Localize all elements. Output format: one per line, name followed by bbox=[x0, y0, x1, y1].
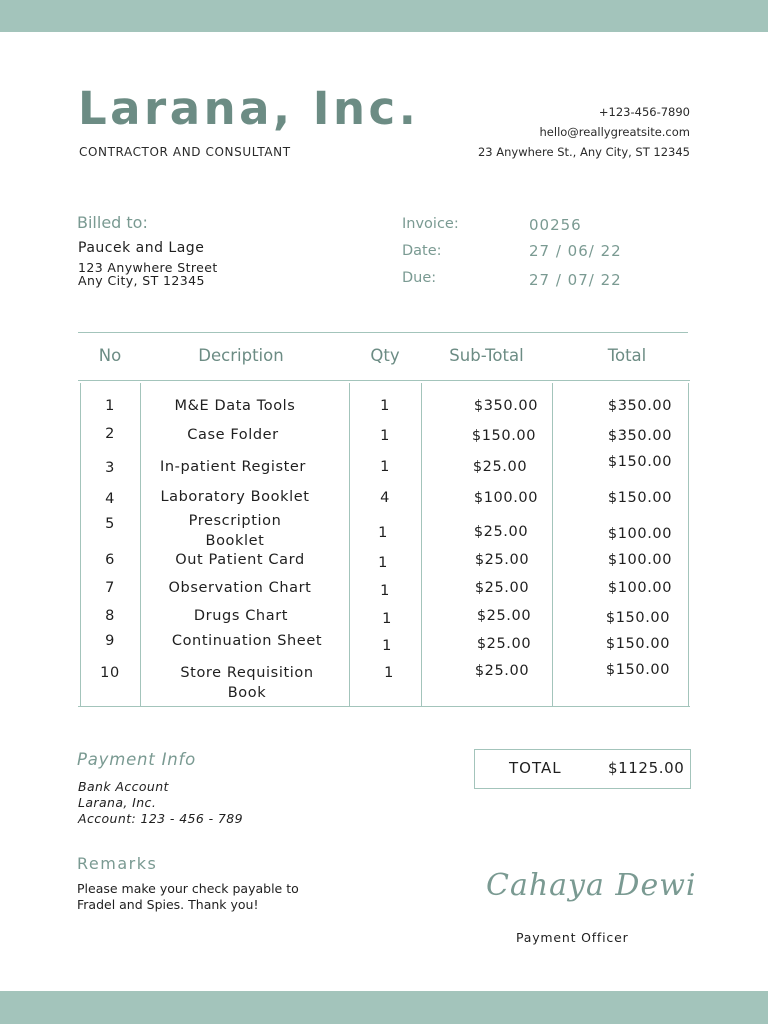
payment-account-name: Larana, Inc. bbox=[78, 795, 157, 810]
bottom-accent-band bbox=[0, 991, 768, 1024]
column-header-qty: Qty bbox=[370, 346, 400, 365]
invoice-number: 00256 bbox=[529, 216, 582, 234]
row-7-subtotal: $25.00 bbox=[474, 580, 530, 596]
signature-title: Payment Officer bbox=[516, 930, 629, 945]
company-subtitle: CONTRACTOR AND CONSULTANT bbox=[79, 145, 291, 159]
contact-address: 23 Anywhere St., Any City, ST 12345 bbox=[477, 145, 690, 159]
total-box bbox=[474, 749, 691, 789]
row-5-total: $100.00 bbox=[607, 526, 673, 542]
invoice-date-label: Date: bbox=[402, 243, 442, 259]
row-8-description: Drugs Chart bbox=[193, 608, 289, 624]
row-9-no: 9 bbox=[105, 633, 115, 649]
table-top-rule bbox=[78, 332, 688, 333]
row-7-no: 7 bbox=[105, 580, 115, 596]
invoice-date: 27 / 06/ 22 bbox=[529, 242, 622, 260]
invoice-number-label: Invoice: bbox=[402, 216, 459, 232]
row-3-description: In-patient Register bbox=[159, 459, 306, 475]
row-10-qty: 1 bbox=[384, 665, 394, 681]
row-9-qty: 1 bbox=[382, 638, 392, 654]
column-header-total: Total bbox=[607, 346, 647, 365]
column-header-no: No bbox=[98, 346, 122, 365]
row-4-qty: 4 bbox=[380, 490, 390, 506]
row-5-no: 5 bbox=[105, 516, 115, 532]
billed-to-city: Any City, ST 12345 bbox=[78, 273, 205, 288]
row-3-total: $150.00 bbox=[607, 454, 673, 470]
row-4-no: 4 bbox=[105, 491, 115, 507]
row-8-subtotal: $25.00 bbox=[476, 608, 532, 624]
row-1-subtotal: $350.00 bbox=[473, 398, 539, 414]
total-value: $1125.00 bbox=[608, 759, 685, 777]
row-7-qty: 1 bbox=[380, 583, 390, 599]
table-bottom-rule bbox=[78, 706, 690, 707]
row-9-subtotal: $25.00 bbox=[476, 636, 532, 652]
row-8-qty: 1 bbox=[382, 611, 392, 627]
row-6-subtotal: $25.00 bbox=[474, 552, 530, 568]
billed-to-name: Paucek and Lage bbox=[78, 240, 205, 256]
contact-phone: +123-456-7890 bbox=[598, 105, 690, 119]
row-8-no: 8 bbox=[105, 608, 115, 624]
row-10-total: $150.00 bbox=[605, 662, 671, 678]
row-1-no: 1 bbox=[105, 398, 115, 414]
table-header-rule bbox=[78, 380, 690, 381]
row-4-total: $150.00 bbox=[607, 490, 673, 506]
row-7-total: $100.00 bbox=[607, 580, 673, 596]
row-2-qty: 1 bbox=[380, 428, 390, 444]
company-name: Larana, Inc. bbox=[78, 82, 420, 135]
row-7-description: Observation Chart bbox=[168, 580, 312, 596]
row-5-subtotal: $25.00 bbox=[473, 524, 529, 540]
row-10-description: Store Requisition Book bbox=[180, 665, 314, 701]
row-3-no: 3 bbox=[105, 460, 115, 476]
row-1-description: M&E Data Tools bbox=[174, 398, 296, 414]
row-6-qty: 1 bbox=[378, 555, 388, 571]
payment-info-label: Payment Info bbox=[77, 750, 197, 769]
row-6-no: 6 bbox=[105, 552, 115, 568]
row-10-no: 10 bbox=[100, 665, 120, 681]
row-9-description: Continuation Sheet bbox=[171, 633, 323, 649]
row-4-subtotal: $100.00 bbox=[473, 490, 539, 506]
row-2-total: $350.00 bbox=[607, 428, 673, 444]
total-label: TOTAL bbox=[509, 759, 562, 777]
row-2-description: Case Folder bbox=[187, 427, 279, 443]
row-2-subtotal: $150.00 bbox=[471, 428, 537, 444]
payment-account-number: Account: 123 - 456 - 789 bbox=[78, 811, 243, 826]
top-accent-band bbox=[0, 0, 768, 32]
row-3-qty: 1 bbox=[380, 459, 390, 475]
row-4-description: Laboratory Booklet bbox=[160, 489, 310, 505]
row-2-no: 2 bbox=[105, 426, 115, 442]
row-10-subtotal: $25.00 bbox=[474, 663, 530, 679]
remarks-label: Remarks bbox=[77, 854, 158, 873]
row-5-description: Prescription Booklet bbox=[188, 513, 282, 549]
row-3-subtotal: $25.00 bbox=[472, 459, 528, 475]
invoice-due-label: Due: bbox=[402, 270, 437, 286]
row-6-description: Out Patient Card bbox=[175, 552, 305, 568]
row-5-qty: 1 bbox=[378, 525, 388, 541]
row-1-qty: 1 bbox=[380, 398, 390, 414]
contact-email: hello@reallygreatsite.com bbox=[539, 125, 690, 139]
row-8-total: $150.00 bbox=[605, 610, 671, 626]
billed-to-label: Billed to: bbox=[77, 213, 148, 232]
row-1-total: $350.00 bbox=[607, 398, 673, 414]
invoice-due: 27 / 07/ 22 bbox=[529, 271, 622, 289]
payment-bank-account: Bank Account bbox=[78, 779, 169, 794]
row-9-total: $150.00 bbox=[605, 636, 671, 652]
row-6-total: $100.00 bbox=[607, 552, 673, 568]
column-header-subtotal: Sub-Total bbox=[449, 346, 524, 365]
billed-to-street: 123 Anywhere Street bbox=[78, 260, 218, 275]
column-header-description: Decription bbox=[198, 346, 284, 365]
signature: Cahaya Dewi bbox=[486, 868, 697, 903]
remarks-text: Please make your check payable to Fradel and Spies. Thank you! bbox=[77, 881, 299, 912]
